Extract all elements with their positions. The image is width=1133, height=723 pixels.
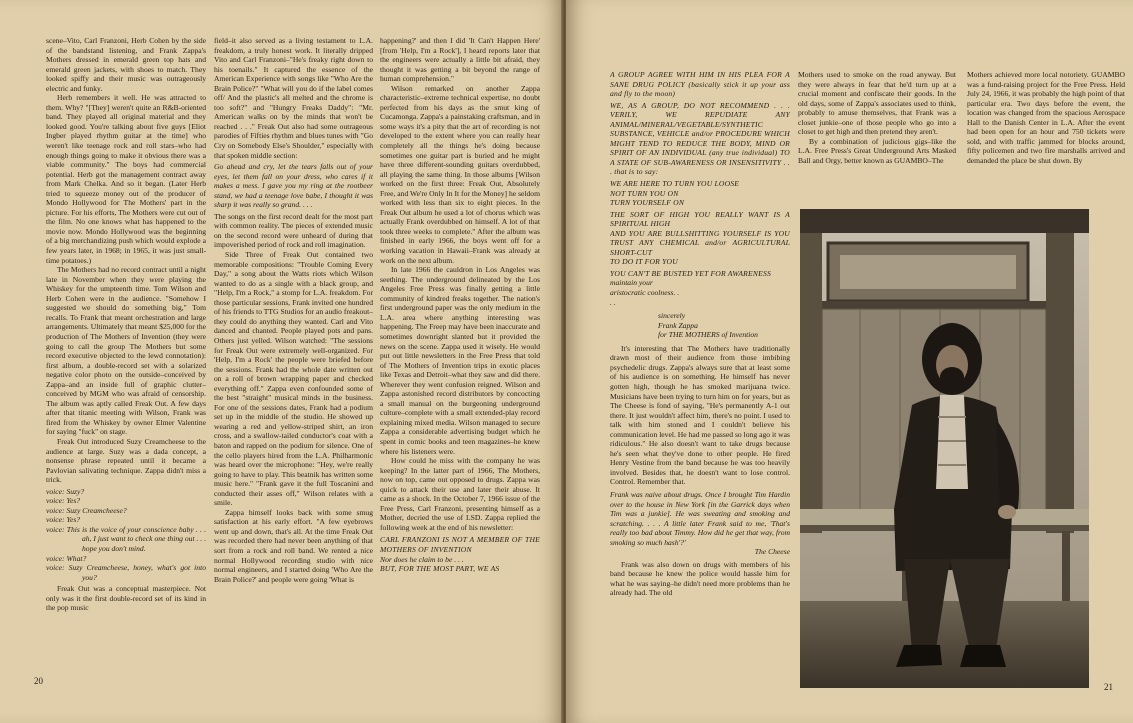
dialogue-line: voice: This is the voice of your conscience baby . . . ah, I just want to check one thing out . . . hope you don't mind. — [46, 524, 206, 553]
cheese-quote: Frank was naive about drugs. Once I brought Tim Hardin over to the house in New York [in the Garrick days when Tim was a junkie]. He was sweating and smoking and scratching. . . . A little later Frank said to me, 'That's really too bad about Timmy. How did he get that way, from smoking so much hash'?' — [610, 489, 790, 547]
signature-line: for THE MOTHERS of Invention — [658, 330, 758, 340]
page-number-left: 20 — [34, 676, 43, 686]
paragraph: field–it also served as a living testament to L.A. freakdom, a truly honest work. It literally dripped Vito and Carl Franzoni–"He's freaky right down to his toenails." It captured the essence of the American Experience with songs like "Who Are the Brain Police?" "What will you do if the label comes off/ And the plastic's all melted and the chrome is too soft?" and "Hungry Freaks Daddy": "Mr. American walks on by the minds that won't be reached . . ." Freak Out also had some outrageous parodies of Fifties rhythm and blues tunes with "Go Cry on Somebody Else's Shoulder," especially with that spoken middle section: — [214, 36, 373, 160]
paragraph: Side Three of Freak Out contained two memorable compositions: "Trouble Coming Every Day," a song about the Watts riots which Wilson wanted to do as a single with a black group, and "Help, I'm a Rock," a stomp for L.A. freakdom. For those particular sessions, Frank invited one hundred of his friends to TTG Studios for an audio freakout–they could do anything they wanted. Carl and Vito danced and chanted. People played pots and pans. Others just yelled. Wilson watched: "The sessions for Freak Out were extremely well-organized. For 'Help, I'm a Rock' the people were briefed before the sessions. Frank had the whole date written out on a roll of brown wrapping paper and checked everything off." Zappa even confounded some of the best "straight" musical minds in the business. For one of the sessions dates, Frank had a podium set up in the middle of the studio. He showed up wearing a red and yellow-striped shirt, an iron cross, and a swallow-tailed conductor's coat with a baton and rapped on the podium for silence. One of the cello players hired from the L.A. Philharmonic was heard over the microphone: "Hey, we're really going to have to play. This beatnik has written some music here." "Frank gave it the full Toscanini and conducted their asses off," Wilson relates with a smile. — [214, 250, 373, 508]
manifesto-line: TURN YOURSELF ON — [610, 198, 685, 208]
paragraph: happening?' and then I did 'It Can't Happen Here' [from 'Help, I'm a Rock'], I heard reports later that the engineers were actually a little bit afraid, they thought it was getting a bit beyond the range of human comprehension." — [380, 36, 540, 84]
paragraph: Mothers achieved more local notoriety. GUAMBO was a fund-raising project for the Free Press. Held July 24, 1966, it was probably the high point of that particular era. Two days before the event, the location was changed from the spacious Aerospace Hall to the Danish Center in L.A. After the event had been open for an hour and 750 tickets were sold, and with traffic jammed for blocks around, fifty policemen and two fire marshalls arrived and demanded the place be shut down. By — [967, 70, 1125, 165]
paragraph: Herb remembers it well. He was attracted to them. Why? "[They] weren't quite an R&B-oriented band. They played all original material and they looked good. You're talking about five guys [Eliot Ingber played rhythm guitar at the time] who weren't like teenage rock and roll stars–who had enough things going to make it obvious there was a viable community." The boys had commercial potential. Herb got the management contract away from Mark Chelka. And so it began. (Later Herb tried to squeeze money out of the producer of Mondo Hollywood for The Mothers' part in the picture. For his efforts, The Mothers were cut out of the film. No one knows what has happened to the movie now. Mondo Hollywood was the beginning of a big merchandizing push which would explode a few years later, in 1968; in 1965, it was just small-time potatoes.) — [46, 93, 206, 265]
dialogue-line: voice: Suzy Creamcheese, honey, what's got into you? — [46, 563, 206, 582]
left-column-3 — [380, 36, 540, 686]
right-column-3 — [967, 70, 1125, 200]
dialogue-line: voice: Suzy? — [46, 486, 85, 496]
left-column-1 — [46, 36, 206, 686]
paragraph: It's interesting that The Mothers have traditionally drawn most of their audience from those imbibing psychedelic drugs. Zappa's always sure that at least some of his audience is on something. He himself has never gotten high, though he has smoked marijuana twice. Musicians have been trying to turn him on for years, but as The Cheese is fond of saying, "He's permanently A-1 out there. It just wouldn't affect him, there's no point. I used to talk with him stoned and I couldn't believe his communication level. He had me passed so long ago it was ridiculous." He also doesn't want to take drugs because he's seen what they've done to other people. He fired Henry Vestine from the band because he was too heavily involved. Besides that, he doesn't want to lose control. Control. Remember that. — [610, 343, 790, 487]
paragraph: How could he miss with the company he was keeping? In the latter part of 1966, The Mothers, now on top, came out opposed to drugs. Zappa was quick to attack their use and later their abuse. It came as a shock. In the October 7, 1966 issue of the Free Press, Carl Franzoni, presenting himself as a Mother, decried the use of LSD. Zappa replied the following week at the end of his newsletter: — [380, 456, 540, 532]
quote-attribution: The Cheese — [754, 547, 790, 557]
paragraph: The songs on the first record dealt for the most part with common reality. The pieces of extended music on the second record were unheard of during that impoverished period of rock and roll imagination. — [214, 211, 373, 250]
left-page — [0, 0, 563, 723]
manifesto-line: THE SORT OF HIGH YOU REALLY WANT IS A SPIRITUAL HIGH — [610, 209, 790, 229]
photo-man-on-bench — [800, 209, 1089, 688]
paragraph: By a combination of judicious gigs–like the L.A. Free Press's Great Underground Arts Masked Ball and Orgy, better known as GUAMBO–The — [798, 136, 956, 165]
paragraph: Mothers used to smoke on the road anyway. But they were always in fear that he'd turn up at a crucial moment and confiscate their goods. In the old days, some of Zappa's associates used to think, probably to amuse themselves, that Frank was a closet junkie–one of those people who go into a closet to get high and then pretend they aren't. — [798, 70, 956, 137]
paragraph: Frank was also down on drugs with members of his band because he knew the police would hassle him for what he was saying–he didn't need more problems than he already had. The old — [610, 559, 790, 598]
manifesto-line: WE ARE HERE TO TURN YOU LOOSE — [610, 179, 740, 189]
left-column-2 — [214, 36, 373, 686]
manifesto-line: A GROUP AGREE WITH HIM IN HIS PLEA FOR A SANE DRUG POLICY (basically stick it up your ass and fly to the moon) — [610, 70, 790, 99]
paragraph: scene–Vito, Carl Franzoni, Herb Cohen by the side of the bandstand listening, and Frank Zappa's Mothers dressed in emerald green top hats and emerald green jackets, with shoes to match. They looked spiffy and their music was outrageously electric and funky. — [46, 36, 206, 93]
photo-illustration — [800, 209, 1089, 688]
paragraph: The Mothers had no record contract until a night late in November when they were playing the Whiskey for the umpteenth time. Tom Wilson and Herb Cohen were in the audience. "Somehow I suggested we should do something big," Tom recalls. To Frank that meant orchestration and large arrangements. Ultimately that meant $25,000 for the production of The Mothers of Invention (they were going to call the group The Mothers but some record executive objected to the lewd connotation): first album, a double-record set with a solarized negative color photo on the outside–conceived by Zappa–and an inside full of graphic clutter–conceived by MGM who was afraid of censorship. The album was aptly called Freak Out. A few days after that titanic meeting with Wilson, Frank was fired from the Whiskey by owner Elmer Valentine for saying "fuck" on stage. — [46, 265, 206, 437]
newsletter-line: Nor does he claim to be . . . — [380, 554, 464, 564]
manifesto-line: WE, AS A GROUP, DO NOT RECOMMEND . . . VERILY, WE REPUDIATE ANY ANIMAL/MINERAL/VEGETABLE/SYNTHETIC SUBSTANCE, VEHICLE and/or PROCEDURE WHICH MIGHT TEND TO REDUCE THE BODY, MIND OR SPIRIT OF AN INDIVIDUAL (any true individual) TO A STATE OF SUB-AWARENESS OR INSENSITIVITY . . . that is to say: — [610, 100, 790, 177]
dialogue-line: voice: Yes? — [46, 515, 81, 525]
manifesto-line: maintain your aristocratic coolness. . . . — [610, 278, 680, 307]
manifesto-line: AND YOU ARE BULLSHITTING YOURSELF IS YOU TRUST ANY CHEMICAL and/or AGRICULTURAL SHORT-CUT — [610, 228, 790, 257]
paragraph: Wilson remarked on another Zappa characteristic–extreme technical expertise, no doubt perfected from his days as the smut king of Cucamonga. Zappa's a painstaking craftsman, and in some ways it's a pity that the art of recording is not developed to the extent where you can really hear completely all the things he's doing because sometimes one guitar part is buried and he might have three different-sounding guitars overdubbed, all playing the same thing. In those albums [Wilson worked on the first three: Freak Out, Absolutely Free, and We're Only In It for the Money] he seldom worked with less than six to eight pieces. In the Freak Out album he used a lot of chorus which was actually Frank overdubbed on himself. A lot of that took three weeks to complete." After the album was finished in early 1966, the boys went off for a working vacation in Hawaii–Frank was already at work on the next album. — [380, 83, 540, 265]
right-column-1 — [610, 70, 790, 705]
newsletter-caps: CARL FRANZONI IS NOT A MEMBER OF THE MOTHERS OF INVENTION — [380, 535, 540, 554]
dialogue-line: voice: Suzy Creamcheese? — [46, 505, 127, 515]
paragraph: Zappa himself looks back with some smug satisfaction at his early effort. "A few eyebrows went up and down, that's all. At the time Freak Out was recorded there had never been anything of that sort from a rock and roll band. We rented a nice normal Hollywood recording studio with nice normal engineers, and I started doing 'Who Are the Brain Police?' and people were going 'What is — [214, 507, 373, 584]
paragraph: In late 1966 the cauldron in Los Angeles was seething. The underground delineated by the Los Angeles Free Press was finally getting a little community of kindred freaks together. The nation's first underground paper was the only medium in the L.A. area where anything interesting was happening. The Freep may have been inaccurate and sometimes downright slanted but it provided the news on the scene. Zappa used it wisely. He would put out little newsletters in the Free Press that told of The Mothers of Invention trips in exotic places like Texas and Detroit–what they saw and did there. Wherever they went confusion reigned. Wilson and Zappa astonished record distributors by concocting a small manual on the burgeoning underground culture–complete with a small extended-play record explaining mixed media. Wilson managed to secure Zappa a considerable advertising budget which he spent in comic books and teen magazines–he knew where his listeners were. — [380, 265, 540, 456]
signature-line: sincerely — [658, 311, 686, 321]
dialogue-line: voice: Yes? — [46, 496, 81, 506]
manifesto-line: NOT TURN YOU ON — [610, 188, 679, 198]
right-column-2 — [798, 70, 956, 200]
dialogue-line: voice: What? — [46, 553, 87, 563]
song-quote: Go ahead and cry, let the tears falls out of your eyes, let them fall on your dress, who cares if it makes a mess. I gave you my ring at the rootbeer stand, we had a teenage love babe, I thought it was sharp it was really so grand. . . . — [214, 162, 373, 210]
manifesto-line: YOU CAN'T BE BUSTED YET FOR AWARENESS — [610, 268, 771, 278]
page-number-right: 21 — [1104, 682, 1113, 692]
paragraph: Freak Out was a conceptual masterpiece. Not only was it the first double-record set of its kind in the pop music — [46, 584, 206, 613]
paragraph: Freak Out introduced Suzy Creamcheese to the audience at large. Suzy was a dada concept, a nonsense phrase repeated until it became a Pavlovian salivating technique. Zappa didn't miss a trick. — [46, 436, 206, 485]
newsletter-caps: BUT, FOR THE MOST PART, WE AS — [380, 564, 500, 574]
manifesto-line: TO DO IT FOR YOU — [610, 257, 678, 267]
signature-line: Frank Zappa — [658, 320, 698, 330]
